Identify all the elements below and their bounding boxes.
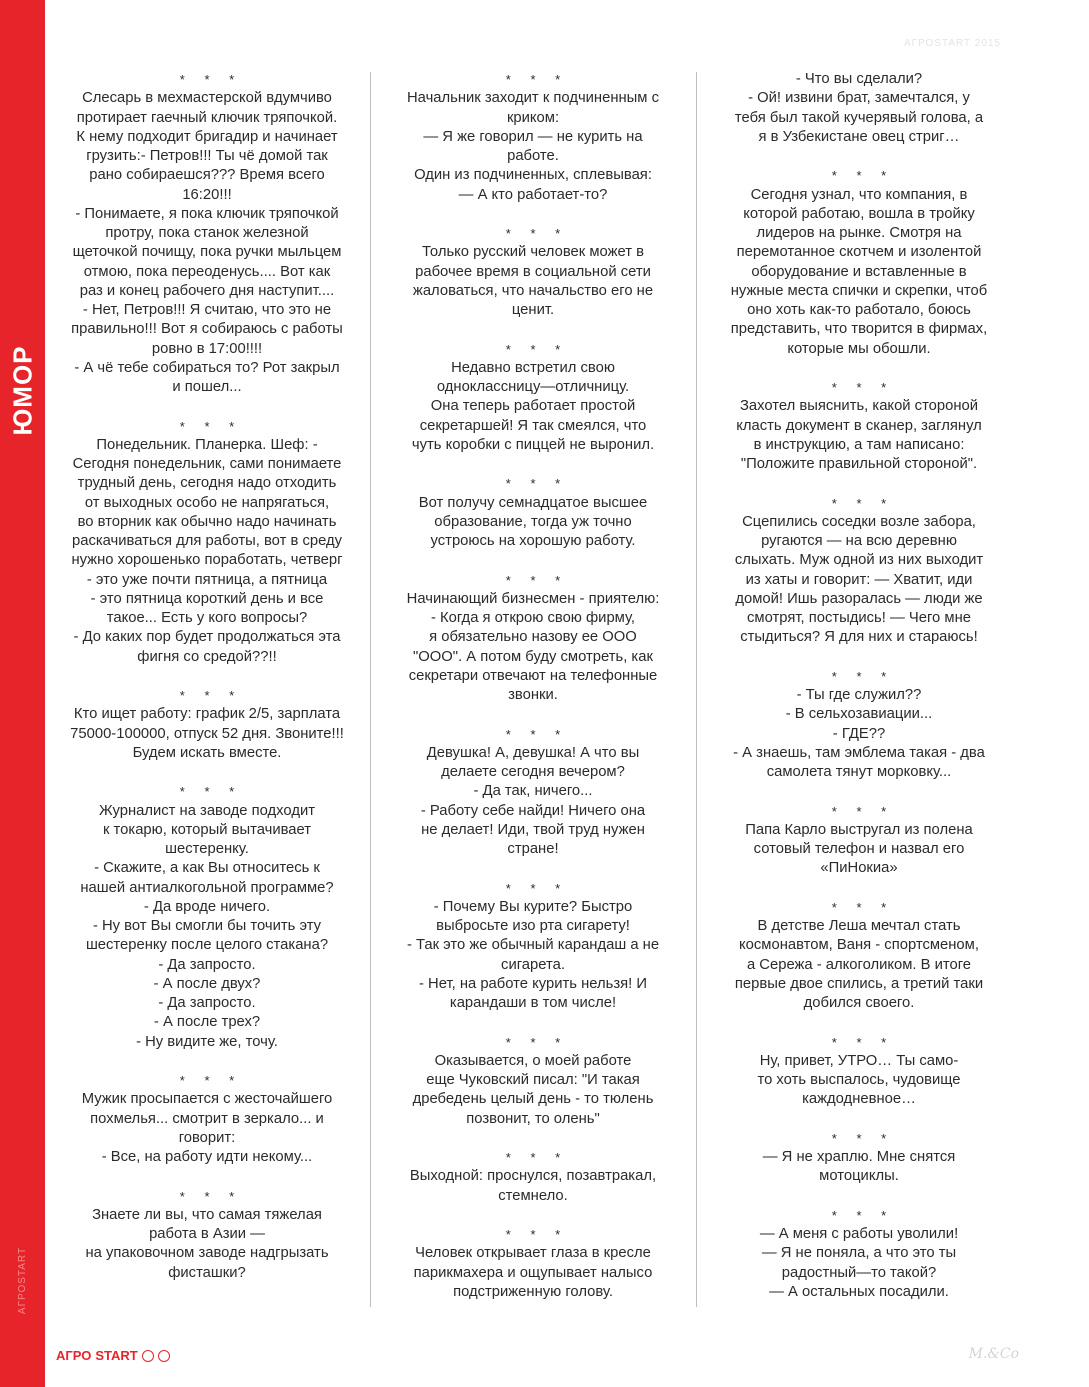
joke-line: карандаши в том числе! <box>449 995 617 1011</box>
joke-line: - это уже почти пятница, а пятница <box>86 571 328 588</box>
joke-line: грузить:- Петров!!! Ты чё домой так <box>86 148 328 164</box>
joke-line: стемнело. <box>498 1187 568 1204</box>
separator-stars: * * * <box>179 418 243 434</box>
joke-line: правильно!!! Вот я собираюсь с работы <box>71 321 343 338</box>
separator-stars: * * * <box>831 495 895 511</box>
joke-line: выбросьте изо рта сигарету! <box>436 918 630 934</box>
separator-stars: * * * <box>179 72 243 87</box>
joke-line: К нему подходит бригадир и начинает <box>76 128 338 145</box>
column-divider <box>370 72 371 1307</box>
joke-line: - Работу себе найди! Ничего она <box>420 802 646 819</box>
joke-line: устроюсь на хорошую работу. <box>430 533 636 549</box>
joke-block <box>57 70 357 397</box>
separator-stars: * * * <box>505 1227 569 1242</box>
joke-line: чуть коробки с пиццей не выронил. <box>411 436 655 453</box>
joke-line: которые мы обошли. <box>787 340 931 357</box>
joke-line: я обязательно назову ее ООО <box>429 629 637 646</box>
joke-line: первые двое спились, а третий таки <box>734 975 984 992</box>
joke-line: - Скажите, а как Вы относитесь к <box>94 860 320 877</box>
joke-block <box>709 1033 1009 1110</box>
joke-line: рабочее время в социальной сети <box>415 263 651 280</box>
joke-line: - Понимаете, я пока ключик тряпочкой <box>75 205 339 222</box>
joke-line: — Я не храплю. Мне снятся <box>762 1149 956 1165</box>
joke-line: Недавно встретил свою <box>451 359 615 376</box>
joke-block <box>383 725 683 860</box>
joke-block <box>383 1225 683 1302</box>
joke-line: парикмахера и ощупывает налысо <box>413 1264 653 1281</box>
joke-line: - Да так, ничего... <box>473 783 593 800</box>
joke-line: Девушка! А, девушка! А что вы <box>426 744 640 761</box>
joke-line: - Почему Вы курите? Быстро <box>433 898 633 915</box>
joke-block <box>383 474 683 551</box>
joke-line: «ПиНокиа» <box>820 860 898 877</box>
joke-line: сотовый телефон и назвал его <box>753 841 965 857</box>
joke-line: работе. <box>507 148 559 164</box>
joke-line: домой! Ишь разоралась — люди же <box>735 590 983 607</box>
joke-line: Вот получу семнадцатое высшее <box>418 494 648 511</box>
joke-line: я в Узбекистане овец стриг… <box>758 128 960 145</box>
joke-line: не делает! Иди, твой труд нужен <box>421 821 645 838</box>
joke-block <box>709 667 1009 783</box>
joke-line: Захотел выяснить, какой стороной <box>739 398 979 415</box>
joke-block <box>383 70 683 205</box>
joke-line: сигарета. <box>501 956 565 973</box>
joke-line: каждодневное… <box>802 1091 916 1108</box>
joke-line: Сегодня узнал, что компания, в <box>750 186 968 203</box>
joke-line: стыдиться? Я для них и стараюсь! <box>740 629 978 646</box>
joke-line: радостный—то такой? <box>781 1264 937 1281</box>
separator-stars: * * * <box>505 226 569 241</box>
joke-line: ругаются — на всю деревню <box>761 533 957 549</box>
joke-line: такое... Есть у кого вопросы? <box>106 610 308 626</box>
joke-block <box>57 417 357 667</box>
joke-line: - Нет, на работе курить нельзя! И <box>419 975 647 992</box>
column-divider <box>696 72 697 1307</box>
joke-line: криком: <box>506 109 560 126</box>
side-bottom-label: АГРОSTART <box>17 1246 29 1314</box>
separator-stars: * * * <box>831 380 895 395</box>
joke-line: слыхать. Муж одной из них выходит <box>734 552 984 569</box>
joke-block <box>57 1071 357 1167</box>
joke-line: космонавтом, Ваня - спортсменом, <box>739 937 979 954</box>
joke-line: подстриженную голову. <box>453 1283 613 1300</box>
joke-line: оборудование и вставленные в <box>751 263 967 280</box>
joke-block <box>57 1187 357 1283</box>
joke-block <box>383 1148 683 1206</box>
joke-line: - До каких пор будет продолжаться эта <box>73 629 341 646</box>
joke-line: Ну, привет, УТРО… Ты само- <box>759 1052 959 1069</box>
joke-line: секретари отвечают на телефонные <box>408 667 658 684</box>
joke-line: добился своего. <box>803 995 915 1011</box>
joke-line: - Так это же обычный карандаш а не <box>406 937 660 954</box>
joke-line: - А после двух? <box>153 975 261 992</box>
joke-line: ровно в 17:00!!!! <box>151 340 263 357</box>
joke-block <box>709 802 1009 879</box>
joke-line: Сцепились соседки возле забора, <box>742 513 976 530</box>
joke-line: — А остальных посадили. <box>769 1283 949 1300</box>
joke-line: Мужик просыпается с жесточайшего <box>81 1091 333 1108</box>
joke-block <box>57 782 357 1052</box>
joke-line: мотоциклы. <box>819 1168 899 1185</box>
joke-line: одноклассницу—отличницу. <box>436 379 630 395</box>
circle-icon <box>158 1350 170 1362</box>
joke-line: то хоть выспалось, чудовище <box>757 1072 961 1088</box>
joke-line: а Сережа - алкоголиком. В итоге <box>746 956 972 973</box>
joke-block <box>57 686 357 763</box>
joke-line: 16:20!!! <box>182 186 232 203</box>
joke-line: — А кто работает-то? <box>458 186 608 203</box>
joke-line: к токарю, который вытачивает <box>102 821 312 838</box>
joke-block <box>709 898 1009 1014</box>
joke-line: - Все, на работу идти некому... <box>101 1149 313 1165</box>
joke-line: - Нет, Петров!!! Я считаю, что это не <box>82 302 332 318</box>
joke-line: говорит: <box>178 1129 236 1146</box>
joke-line: - Ты где служил?? <box>796 687 922 703</box>
joke-line: — Я же говорил — не курить на <box>423 128 643 145</box>
joke-line: Один из подчиненных, сплевывая: <box>414 167 652 184</box>
joke-line: похмелья... смотрит в зеркало... и <box>90 1110 324 1127</box>
joke-block <box>709 166 1009 359</box>
separator-stars: * * * <box>179 1188 243 1204</box>
joke-line: перемотанное скотчем и изолентой <box>736 244 982 261</box>
joke-line: оно хоть как-то работало, боюсь <box>747 302 971 318</box>
joke-line: - Да запросто. <box>158 995 256 1011</box>
joke-line: трудный день, сегодня надо отходить <box>77 475 337 492</box>
joke-line: "Положите правильной стороной". <box>740 456 978 472</box>
joke-line: фисташки? <box>168 1264 246 1281</box>
joke-line: Человек открывает глаза в кресле <box>415 1245 651 1262</box>
joke-line: работа в Азии — <box>149 1226 265 1242</box>
joke-line: представить, что творится в фирмах, <box>730 321 988 338</box>
separator-stars: * * * <box>179 688 243 703</box>
joke-line: протру, пока станок железной <box>105 225 309 241</box>
joke-line: на упаковочном заводе надгрызать <box>85 1245 329 1262</box>
column-2 <box>383 70 683 1321</box>
joke-line: отмою, пока переоденусь.... Вот как <box>83 263 331 280</box>
joke-line: Она теперь работает простой <box>430 398 636 415</box>
joke-line: секретаршей! Я так смеялся, что <box>419 417 647 434</box>
joke-line: позвонит, то олень" <box>466 1110 600 1127</box>
joke-line: и пошел... <box>172 379 242 395</box>
joke-line: - Да вроде ничего. <box>143 898 271 915</box>
joke-block <box>383 340 683 456</box>
joke-line: раскачиваться для работы, вот в среду <box>71 533 343 549</box>
joke-block <box>383 571 683 706</box>
joke-line: 75000-100000, отпуск 52 дня. Звоните!!! <box>70 725 344 742</box>
joke-block <box>383 1033 683 1129</box>
joke-line: - А знаешь, там эмблема такая - два <box>733 744 985 761</box>
separator-stars: * * * <box>505 1034 569 1050</box>
separator-stars: * * * <box>831 668 895 684</box>
joke-line: от выходных особо не напрягаться, <box>84 494 330 511</box>
separator-stars: * * * <box>505 476 569 492</box>
joke-line: тебя был такой кучерявый голова, а <box>734 109 984 126</box>
joke-line: класть документ в сканер, заглянул <box>736 417 982 434</box>
joke-line: раз и конец рабочего дня наступит.... <box>79 282 335 299</box>
joke-line: Понедельник. Планерка. Шеф: - <box>96 436 318 453</box>
joke-line: Папа Карло выстругал из полена <box>745 821 973 838</box>
separator-stars: * * * <box>831 803 895 819</box>
joke-line: нашей антиалкогольной программе? <box>80 879 334 896</box>
joke-line: "ООО". А потом буду смотреть, как <box>413 648 653 665</box>
joke-line: — А меня с работы уволили! <box>759 1226 959 1242</box>
separator-stars: * * * <box>505 1150 569 1165</box>
joke-block <box>709 70 1009 147</box>
separator-stars: * * * <box>505 880 569 896</box>
joke-line: - А после трех? <box>153 1014 261 1031</box>
joke-line: смотрят, постыдись! — Чего мне <box>747 610 971 626</box>
joke-line: Журналист на заводе подходит <box>98 802 315 819</box>
footer-logo: АГРО START <box>56 1348 170 1363</box>
joke-line: - ГДЕ?? <box>832 725 886 742</box>
joke-line: - А чё тебе собираться то? Рот закрыл <box>74 359 340 376</box>
column-3 <box>709 70 1009 1321</box>
joke-line: - В сельхозавиации... <box>785 706 933 723</box>
joke-line: - Да запросто. <box>158 956 256 973</box>
joke-block <box>383 224 683 320</box>
header-mark: АГРОSTART 2015 <box>903 38 1001 49</box>
joke-line: — Я не поняла, а что это ты <box>761 1245 957 1262</box>
separator-stars: * * * <box>831 1034 895 1050</box>
separator-stars: * * * <box>831 1130 895 1146</box>
footer-signature: M.&Co <box>968 1346 1019 1362</box>
joke-line: еще Чуковский писал: "И такая <box>426 1072 640 1088</box>
joke-line: - Что вы сделали? <box>795 71 923 87</box>
joke-block <box>383 879 683 1014</box>
joke-line: дребедень целый день - то тюлень <box>412 1091 654 1108</box>
joke-line: протирает гаечный ключик тряпочкой. <box>76 109 338 126</box>
joke-line: в инструкцию, а там написано: <box>753 436 965 453</box>
joke-line: щеточкой почищу, пока ручки мыльцем <box>72 244 342 261</box>
joke-line: Выходной: проснулся, позавтракал, <box>409 1168 657 1185</box>
separator-stars: * * * <box>505 726 569 742</box>
joke-line: - Ну видите же, точу. <box>136 1033 278 1050</box>
joke-line: шестеренку. <box>165 841 249 857</box>
joke-line: нужно хорошенько поработать, четверг <box>71 552 343 569</box>
joke-line: - Ну вот Вы смогли бы точить эту <box>92 918 322 934</box>
joke-line: образование, тогда уж точно <box>434 513 632 530</box>
joke-line: Начальник заходит к подчиненным с <box>406 90 659 107</box>
joke-line: - Ой! извини брат, замечтался, у <box>748 90 970 107</box>
joke-line: из хаты и говорит: — Хватит, иди <box>745 571 973 588</box>
red-side-bar <box>0 0 45 1387</box>
separator-stars: * * * <box>505 572 569 588</box>
joke-line: стране! <box>507 841 559 857</box>
joke-line: Начинающий бизнесмен - приятелю: <box>406 590 660 607</box>
joke-line: - это пятница короткий день и все <box>90 590 324 607</box>
joke-line: самолета тянут морковку... <box>766 764 952 780</box>
joke-line: Слесарь в мехмастерской вдумчиво <box>82 90 332 107</box>
joke-line: Будем искать вместе. <box>132 744 282 761</box>
joke-line: Сегодня понедельник, сами понимаете <box>72 456 342 472</box>
joke-line: ценит. <box>511 302 555 318</box>
joke-line: - Когда я открою свою фирму, <box>430 610 636 626</box>
joke-line: звонки. <box>508 687 558 703</box>
joke-line: Только русский человек может в <box>422 244 644 261</box>
separator-stars: * * * <box>831 899 895 915</box>
joke-line: жаловаться, что начальство его не <box>412 282 654 299</box>
section-title: ЮМОР <box>7 344 38 436</box>
separator-stars: * * * <box>505 341 569 357</box>
joke-block <box>709 494 1009 648</box>
separator-stars: * * * <box>179 784 243 800</box>
joke-block <box>709 1206 1009 1302</box>
joke-line: нужные места спички и скрепки, чтоб <box>730 282 988 299</box>
joke-line: делаете сегодня вечером? <box>441 764 625 780</box>
joke-line: В детстве Леша мечтал стать <box>757 918 961 934</box>
joke-line: лидеров на рынке. Смотря на <box>756 225 962 241</box>
separator-stars: * * * <box>505 72 569 87</box>
separator-stars: * * * <box>831 168 895 184</box>
circle-icon <box>142 1350 154 1362</box>
joke-line: Знаете ли вы, что самая тяжелая <box>92 1206 322 1223</box>
joke-block <box>709 378 1009 474</box>
joke-line: во вторник как обычно надо начинать <box>77 513 337 530</box>
joke-line: Оказывается, о моей работе <box>434 1052 632 1069</box>
joke-line: рано собираешся??? Время всего <box>89 167 325 184</box>
column-1 <box>57 70 357 1302</box>
joke-line: шестеренку после целого стакана? <box>85 937 329 954</box>
joke-line: Кто ищет работу: график 2/5, зарплата <box>73 706 341 723</box>
joke-line: фигня со средой??!! <box>137 648 277 665</box>
separator-stars: * * * <box>179 1073 243 1088</box>
joke-line: которой работаю, вошла в тройку <box>743 205 975 222</box>
joke-block <box>709 1129 1009 1187</box>
separator-stars: * * * <box>831 1207 895 1223</box>
